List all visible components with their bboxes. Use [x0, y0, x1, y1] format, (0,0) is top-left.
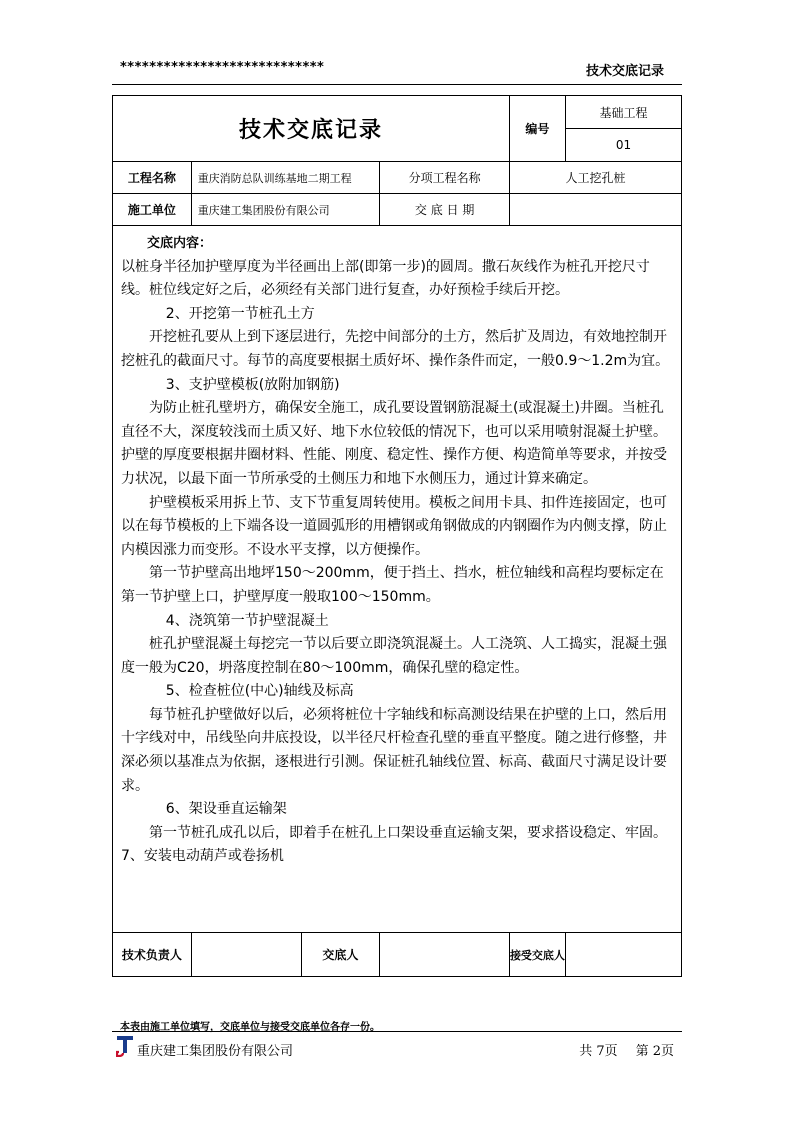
- content-paragraph: 第一节桩孔成孔以后，即着手在桩孔上口架设垂直运输支架，要求搭设稳定、牢固。: [149, 824, 667, 841]
- section-heading: 7、安装电动葫芦或卷扬机: [121, 848, 284, 865]
- content-paragraph: 为防止桩孔壁坍方，确保安全施工，成孔要设置钢筋混凝土(或混凝土)井圈。当桩孔直径不大，深度较浅而土质又好、地下水位较低的情况下，也可以采用喷射混凝土护壁。护壁的厚度要根据井圈材料、性能、刚度、稳定性、操作方便、构造简单等要求，并按受力状况，以最下面一节所承受的土侧压力和地下水侧压力，通过计算来确定。: [121, 400, 667, 487]
- content-paragraph: 第一节护壁高出地坪150～200mm，便于挡土、挡水，桩位轴线和高程均要标定在第一节护壁上口，护壁厚度一般取100～150mm。: [121, 565, 664, 605]
- disclosure-form-table: [112, 95, 682, 977]
- receiver-signature: [565, 933, 681, 977]
- content-paragraph: 每节桩孔护壁做好以后，必须将桩位十字轴线和标高测设结果在护壁的上口，然后用十字线对中，吊线坠向井底投设，以半径尺杆检查孔壁的垂直平整度。随之进行修整，井深必须以基准点为依据，逐根进行引测。保证桩孔轴线位置、标高、截面尺寸满足设计要求。: [121, 706, 667, 794]
- header-doc-type: 技术交底记录: [585, 64, 664, 79]
- sub-item-label: 分项工程名称: [380, 162, 510, 194]
- content-paragraph: 桩孔护壁混凝土每挖完一节以后要立即浇筑混凝土。人工浇筑、人工捣实，混凝土强度一般为C20，坍落度控制在80～100mm，确保孔壁的稳定性。: [121, 636, 667, 676]
- total-pages: 共 7页: [579, 1044, 618, 1059]
- sub-item-value: 人工挖孔桩: [509, 162, 681, 194]
- page-indicator: [579, 1040, 674, 1059]
- tech-lead-signature: [191, 933, 301, 977]
- date-label: 交 底 日 期: [380, 194, 510, 226]
- content-paragraph: 以桩身半径加护壁厚度为半径画出上部(即第一步)的圆周。撒石灰线作为桩孔开挖尺寸线。桩位线定好之后，必须经有关部门进行复查，办好预检手续后开挖。: [121, 258, 650, 299]
- form-title: 技术交底记录: [113, 96, 510, 162]
- tech-lead-label: 技术负责人: [113, 933, 192, 977]
- company-logo-icon: [116, 1035, 134, 1057]
- section-heading: 2、开挖第一节桩孔土方: [165, 305, 315, 322]
- header-rule: [112, 84, 682, 85]
- content-paragraph: 护壁模板采用拆上节、支下节重复周转使用。模板之间用卡具、扣件连接固定，也可以在每节模板的上下端各设一道圆弧形的用槽钢或角钢做成的内钢圈作为内侧支撑，防止内模因涨力而变形。不设水平支撑，以方便操作。: [121, 494, 667, 558]
- contractor-value: 重庆建工集团股份有限公司: [191, 194, 380, 226]
- discloser-label: 交底人: [301, 933, 380, 977]
- category-value: 基础工程: [565, 96, 681, 129]
- date-value: [509, 194, 681, 226]
- contractor-label: 施工单位: [113, 194, 192, 226]
- section-heading: 4、浇筑第一节护壁混凝土: [165, 612, 329, 629]
- content-label: 交底内容：: [147, 236, 213, 251]
- receiver-label: 接受交底人: [509, 933, 565, 977]
- footer-note: 本表由施工单位填写，交底单位与接受交底单位各存一份。: [120, 1022, 380, 1033]
- footer-company: 重庆建工集团股份有限公司: [137, 1044, 294, 1059]
- number-label: 编号: [509, 96, 565, 162]
- section-heading: 5、检查桩位(中心)轴线及标高: [165, 683, 354, 700]
- number-value: 01: [565, 129, 681, 162]
- section-heading: 6、架设垂直运输架: [165, 801, 287, 818]
- current-page: 第 2页: [635, 1044, 674, 1059]
- discloser-signature: [380, 933, 510, 977]
- section-heading: 3、支护壁模板(放附加钢筋): [165, 376, 340, 393]
- header-stars: ****************************: [120, 60, 325, 75]
- project-label: 工程名称: [113, 162, 192, 194]
- project-value: 重庆消防总队训练基地二期工程: [191, 162, 380, 194]
- footer-rule: [112, 1031, 682, 1032]
- content-paragraph: 开挖桩孔要从上到下逐层进行，先挖中间部分的土方，然后扩及周边，有效地控制开挖桩孔的截面尺寸。每节的高度要根据土质好坏、操作条件而定，一般0.9～1.2m为宜。: [121, 329, 670, 369]
- content-cell: [113, 226, 682, 933]
